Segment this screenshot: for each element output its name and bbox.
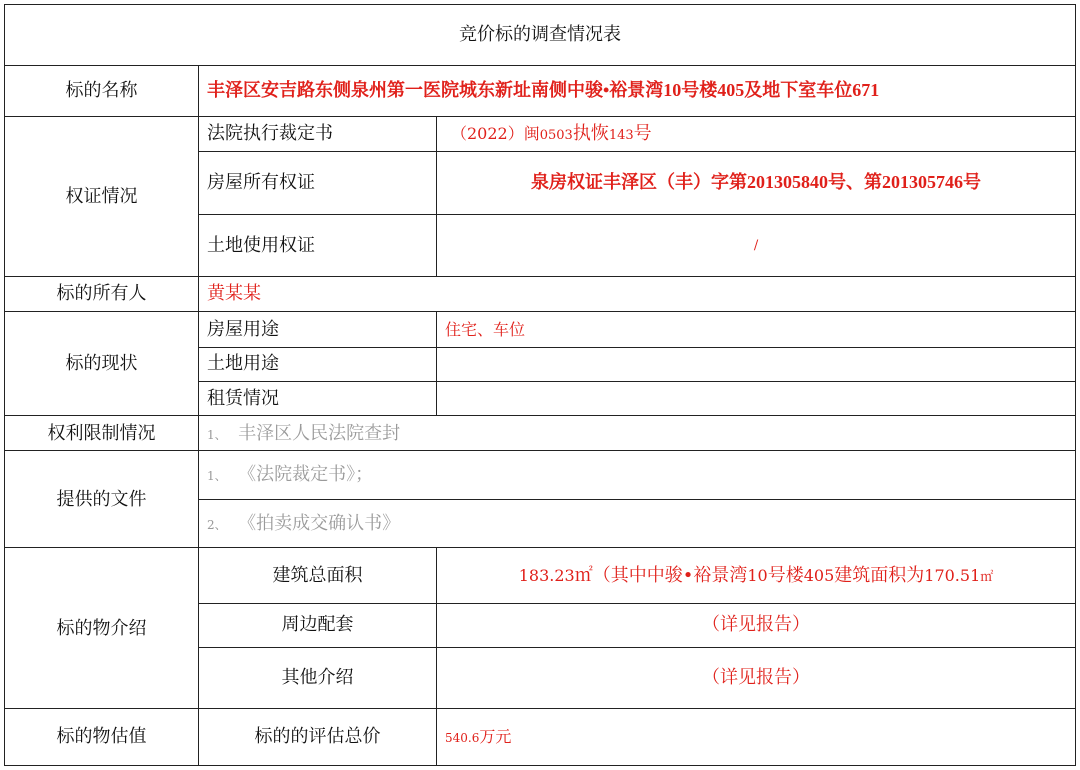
land-use-label: 土地用途 (199, 347, 437, 381)
owner-value: 黄某某 (199, 277, 1076, 312)
other-intro-label: 其他介绍 (199, 647, 437, 708)
lease-label: 租赁情况 (199, 381, 437, 415)
area-part-b: ㎡（其中中骏•裕景湾 (574, 564, 748, 586)
area-unit: ㎡ (980, 569, 994, 585)
document-item-num: 2、 (207, 517, 227, 532)
document-item-text: 《拍卖成交确认书》 (238, 512, 401, 534)
area-total: 183.23 (518, 565, 575, 585)
valuation-value (437, 709, 1076, 766)
court-ruling-value (437, 116, 1076, 151)
house-cert-label: 房屋所有权证 (199, 152, 437, 214)
land-cert-label: 土地使用权证 (199, 214, 437, 276)
area-label: 建筑总面积 (199, 548, 437, 603)
restrictions-value (199, 416, 1076, 451)
house-cert-value: 泉房权证丰泽区（丰）字第201305840号、第201305746号 (437, 152, 1076, 214)
current-state-label: 标的现状 (5, 312, 199, 416)
court-ruling-pre: （2022）闽 (451, 124, 540, 144)
document-item (199, 451, 1076, 499)
surroundings-label: 周边配套 (199, 603, 437, 647)
court-ruling-post: 号 (633, 123, 652, 145)
court-ruling-num: 0503 (539, 128, 573, 144)
valuation-unit: 万元 (479, 727, 512, 747)
court-ruling-mid: 执恢 (572, 123, 609, 145)
area-sub: 170.51 (924, 565, 981, 585)
subject-name-value: 丰泽区安吉路东侧泉州第一医院城东新址南侧中骏•裕景湾10号楼405及地下室车位671 (199, 66, 1076, 116)
land-cert-value: / (437, 214, 1076, 276)
restrictions-num: 1、 (207, 427, 227, 442)
intro-label: 标的物介绍 (5, 548, 199, 709)
document-item-num: 1、 (207, 469, 227, 484)
land-use-value (437, 347, 1076, 381)
title-status-label: 权证情况 (5, 116, 199, 276)
court-ruling-num2: 143 (608, 128, 634, 144)
other-intro-value: （详见报告） (437, 647, 1076, 708)
area-part-d: 号楼 (767, 564, 804, 586)
court-ruling-label: 法院执行裁定书 (199, 116, 437, 151)
area-part-f: 建筑面积为 (834, 564, 925, 586)
surroundings-value: （详见报告） (437, 603, 1076, 647)
document-item-text: 《法院裁定书》； (238, 464, 374, 486)
valuation-amount: 540.6 (445, 731, 480, 746)
restrictions-label: 权利限制情况 (5, 416, 199, 451)
owner-label: 标的所有人 (5, 277, 199, 312)
area-building-no: 10 (747, 565, 768, 585)
restrictions-text: 丰泽区人民法院查封 (238, 422, 401, 444)
area-value (437, 548, 1076, 603)
document-item (199, 499, 1076, 547)
documents-label: 提供的文件 (5, 451, 199, 548)
subject-name-label: 标的名称 (5, 66, 199, 116)
survey-table (4, 4, 1076, 766)
table-title: 竞价标的调查情况表 (5, 5, 1076, 66)
lease-value (437, 381, 1076, 415)
house-use-value: 住宅、车位 (437, 312, 1076, 347)
area-room-no: 405 (803, 565, 835, 585)
house-use-label: 房屋用途 (199, 312, 437, 347)
valuation-sub-label: 标的的评估总价 (199, 709, 437, 766)
valuation-label: 标的物估值 (5, 709, 199, 766)
